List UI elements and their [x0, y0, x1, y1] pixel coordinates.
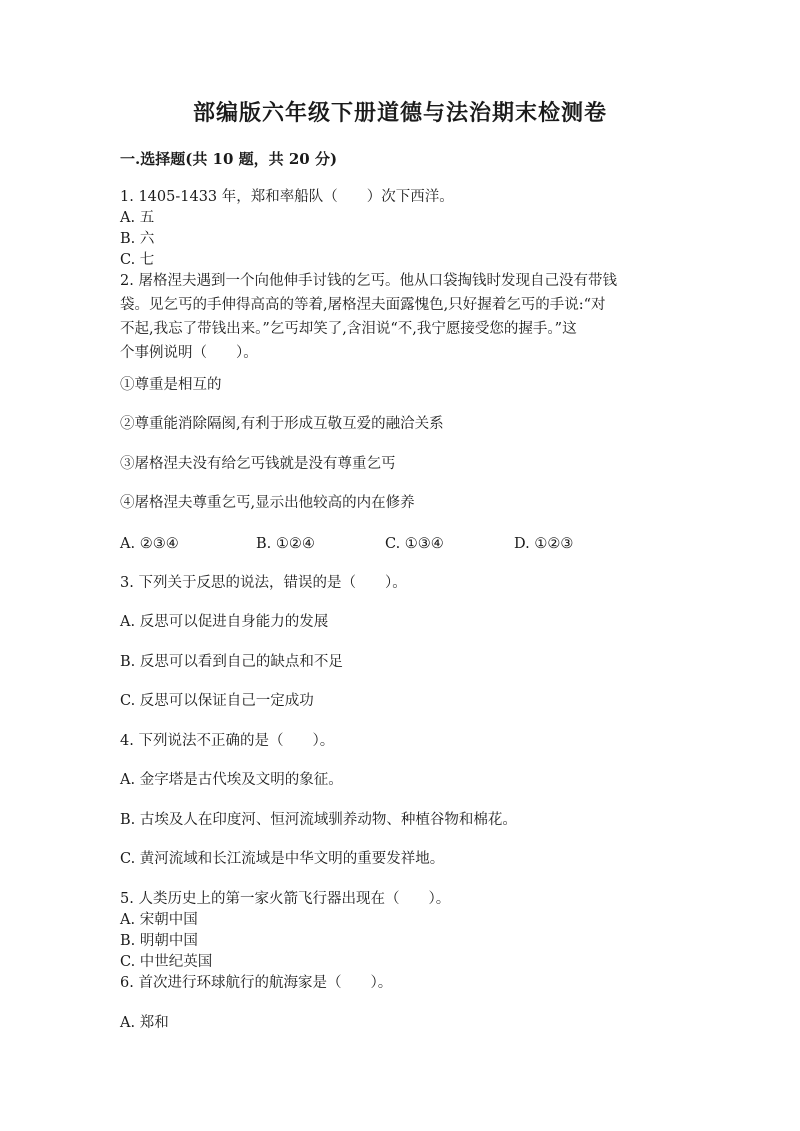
question-1-option-c: C. 七: [120, 252, 155, 268]
question-2-statement-4: ④屠格涅夫尊重乞丐,显示出他较高的内在修养: [120, 495, 415, 511]
question-4-stem: 4. 下列说法不正确的是（ ）。: [120, 733, 335, 749]
question-2-option-a: A. ②③④: [120, 536, 179, 552]
question-2-statement-2: ②尊重能消除隔阂,有利于形成互敬互爱的融洽关系: [120, 416, 444, 432]
question-6-stem: 6. 首次进行环球航行的航海家是（ ）。: [120, 975, 393, 991]
question-2-options: [120, 534, 680, 554]
page-title: 部编版六年级下册道德与法治期末检测卷: [192, 100, 607, 126]
question-5-option-a: A. 宋朝中国: [120, 912, 198, 928]
question-2-stem-line-1: 2. 屠格涅夫遇到一个向他伸手讨钱的乞丐。他从口袋掏钱时发现自己没有带钱: [120, 273, 617, 289]
question-2-statement-1: ①尊重是相互的: [120, 377, 222, 393]
question-2-stem-line-4: 个事例说明（ ）。: [120, 345, 258, 361]
question-6-option-a: A. 郑和: [120, 1015, 169, 1031]
question-1-stem: 1. 1405-1433 年，郑和率船队（ ）次下西洋。: [120, 189, 454, 205]
question-2-statement-3: ③屠格涅夫没有给乞丐钱就是没有尊重乞丐: [120, 456, 396, 472]
question-3-option-b: B. 反思可以看到自己的缺点和不足: [120, 654, 343, 670]
question-2-option-d: D. ①②③: [514, 536, 574, 552]
section-heading: 一.选择题(共 10 题，共 20 分): [120, 150, 338, 168]
question-5-option-b: B. 明朝中国: [120, 933, 198, 949]
question-3-option-a: A. 反思可以促进自身能力的发展: [120, 614, 329, 630]
question-5-stem: 5. 人类历史上的第一家火箭飞行器出现在（ ）。: [120, 891, 451, 907]
question-4-option-b: B. 古埃及人在印度河、恒河流域驯养动物、种植谷物和棉花。: [120, 812, 517, 828]
question-4-option-c: C. 黄河流域和长江流域是中华文明的重要发祥地。: [120, 851, 445, 867]
question-4-option-a: A. 金字塔是古代埃及文明的象征。: [120, 772, 343, 788]
question-1-option-b: B. 六: [120, 231, 155, 247]
question-5-option-c: C. 中世纪英国: [120, 954, 213, 970]
question-3-stem: 3. 下列关于反思的说法，错误的是（ ）。: [120, 575, 407, 591]
question-2-stem-line-2: 袋。见乞丐的手伸得高高的等着,屠格涅夫面露愧色,只好握着乞丐的手说:“对: [120, 297, 606, 313]
question-2-option-c: C. ①③④: [385, 536, 444, 552]
question-2-stem-line-3: 不起,我忘了带钱出来。”乞丐却笑了,含泪说“不,我宁愿接受您的握手。”这: [120, 321, 577, 337]
question-3-option-c: C. 反思可以保证自己一定成功: [120, 693, 314, 709]
question-1-option-a: A. 五: [120, 210, 155, 226]
question-2-option-b: B. ①②④: [256, 536, 315, 552]
